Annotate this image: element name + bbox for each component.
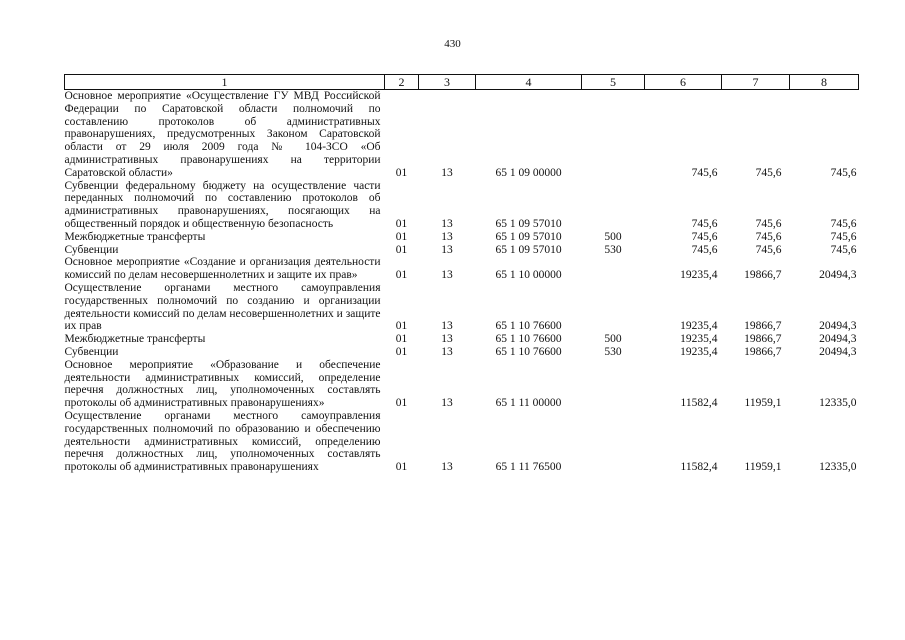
header-col-3: 3 xyxy=(419,75,476,90)
row-col-8-amount: 12335,0 xyxy=(819,461,857,474)
row-col-7-amount: 745,6 xyxy=(755,217,782,230)
row-col-3-subsection: 13 xyxy=(441,269,453,282)
row-col-7-amount: 11959,1 xyxy=(744,461,782,474)
row-col-8-amount: 745,6 xyxy=(830,243,857,256)
row-col-8-amount: 12335,0 xyxy=(819,397,857,410)
row-col-8-amount: 745,6 xyxy=(830,166,857,179)
row-col-5-expense-type: 530 xyxy=(604,345,622,358)
table-row xyxy=(65,359,859,410)
page-number: 430 xyxy=(444,38,461,50)
row-col-6-amount: 745,6 xyxy=(691,243,718,256)
row-col-3-subsection: 13 xyxy=(441,320,453,333)
row-col-4-target-article: 65 1 09 00000 xyxy=(495,166,562,179)
row-description: Субвенции федеральному бюджету на осуществление части переданных полномочий по составлению протоколов об административных правонарушениях, посягающих на общественный порядок и общественную безопасность xyxy=(64,179,381,230)
row-col-3-subsection: 13 xyxy=(441,461,453,474)
row-col-4-target-article: 65 1 10 76600 xyxy=(495,333,562,346)
row-col-6-amount: 745,6 xyxy=(691,230,718,243)
row-col-6-amount: 11582,4 xyxy=(680,397,718,410)
row-col-2-section: 01 xyxy=(395,397,408,410)
row-col-3-subsection: 13 xyxy=(441,243,453,256)
row-col-5-expense-type xyxy=(582,90,645,180)
row-description: Межбюджетные трансферты xyxy=(64,333,206,346)
row-col-7-amount: 19866,7 xyxy=(744,320,782,333)
header-row xyxy=(65,75,859,90)
table-row xyxy=(65,282,859,333)
table-header xyxy=(65,75,859,90)
row-col-6-amount: 19235,4 xyxy=(680,345,718,358)
row-col-6-amount: 19235,4 xyxy=(680,320,718,333)
row-col-3-subsection: 13 xyxy=(441,166,453,179)
row-col-3-subsection: 13 xyxy=(441,217,453,230)
row-col-8-amount: 20494,3 xyxy=(819,333,857,346)
row-col-2-section: 01 xyxy=(395,230,408,243)
row-col-2-section: 01 xyxy=(395,243,408,256)
row-col-7-amount: 19866,7 xyxy=(744,269,782,282)
row-col-3-subsection: 13 xyxy=(441,333,453,346)
budget-table xyxy=(64,74,859,474)
row-col-3-subsection: 13 xyxy=(441,397,453,410)
row-col-7-amount: 19866,7 xyxy=(744,333,782,346)
table-row xyxy=(65,410,859,474)
row-col-2-section: 01 xyxy=(395,333,408,346)
row-col-4-target-article: 65 1 09 57010 xyxy=(495,217,562,230)
row-col-4-target-article: 65 1 09 57010 xyxy=(495,230,562,243)
header-col-1: 1 xyxy=(65,75,385,90)
row-col-7-amount: 11959,1 xyxy=(744,397,782,410)
row-col-7-amount: 19866,7 xyxy=(744,345,782,358)
row-col-2-section: 01 xyxy=(395,166,408,179)
row-col-5-expense-type xyxy=(582,410,645,474)
row-col-2-section: 01 xyxy=(395,217,408,230)
row-description: Основное мероприятие «Образование и обеспечение деятельности административных комиссий, определение перечня должностных лиц, уполномоченных составлять протоколы об административных правонарушениях» xyxy=(64,358,381,410)
row-description: Субвенции xyxy=(64,345,119,358)
budget-table-wrapper xyxy=(64,74,858,474)
row-col-8-amount: 20494,3 xyxy=(819,320,857,333)
row-col-5-expense-type xyxy=(582,180,645,231)
row-col-3-subsection: 13 xyxy=(441,230,453,243)
row-col-4-target-article: 65 1 11 00000 xyxy=(495,397,562,410)
row-description: Осуществление органами местного самоуправления государственных полномочий по созданию и организации деятельности комиссий по делам несовершеннолетних и защите их прав xyxy=(64,281,381,333)
table-body xyxy=(65,90,859,474)
row-col-5-expense-type xyxy=(582,256,645,282)
row-col-7-amount: 745,6 xyxy=(755,243,782,256)
header-col-4: 4 xyxy=(476,75,582,90)
row-col-5-expense-type: 500 xyxy=(604,230,622,243)
row-col-8-amount: 20494,3 xyxy=(819,345,857,358)
row-col-8-amount: 745,6 xyxy=(830,230,857,243)
row-col-4-target-article: 65 1 10 76600 xyxy=(495,320,562,333)
table-row xyxy=(65,256,859,282)
header-col-5: 5 xyxy=(582,75,645,90)
row-col-8-amount: 745,6 xyxy=(830,217,857,230)
row-col-2-section: 01 xyxy=(395,461,408,474)
row-col-4-target-article: 65 1 11 76500 xyxy=(495,461,562,474)
row-col-6-amount: 745,6 xyxy=(691,217,718,230)
row-col-4-target-article: 65 1 10 76600 xyxy=(495,345,562,358)
row-col-5-expense-type xyxy=(582,359,645,410)
row-col-2-section: 01 xyxy=(395,269,408,282)
header-col-2: 2 xyxy=(385,75,419,90)
row-col-3-subsection: 13 xyxy=(441,345,453,358)
row-col-6-amount: 19235,4 xyxy=(680,269,718,282)
header-col-6: 6 xyxy=(645,75,722,90)
table-row xyxy=(65,180,859,231)
row-col-7-amount: 745,6 xyxy=(755,230,782,243)
table-row xyxy=(65,90,859,180)
row-description: Основное мероприятие «Создание и организация деятельности комиссий по делам несовершеннолетних и защите их прав» xyxy=(64,256,381,282)
row-col-5-expense-type: 500 xyxy=(604,333,622,346)
row-col-6-amount: 745,6 xyxy=(691,166,718,179)
row-col-4-target-article: 65 1 09 57010 xyxy=(495,243,562,256)
table-row xyxy=(65,244,859,257)
row-col-7-amount: 745,6 xyxy=(755,166,782,179)
row-col-5-expense-type: 530 xyxy=(604,243,622,256)
table-row xyxy=(65,333,859,346)
row-col-2-section: 01 xyxy=(395,345,408,358)
header-col-8: 8 xyxy=(790,75,859,90)
table-row xyxy=(65,231,859,244)
row-description: Осуществление органами местного самоуправления государственных полномочий по образованию и обеспечению деятельности административных комиссий, определению перечня должностных лиц, уполномоченных составлять протоколы об административных правонарушениях xyxy=(64,409,381,474)
row-description: Субвенции xyxy=(64,243,119,256)
row-col-4-target-article: 65 1 10 00000 xyxy=(495,269,562,282)
row-col-5-expense-type xyxy=(582,282,645,333)
row-description: Межбюджетные трансферты xyxy=(64,230,206,243)
row-description: Основное мероприятие «Осуществление ГУ МВД Российской Федерации по Саратовской области полномочий по составлению протоколов об административных правонарушениях, предусмотренных Законом Саратовской области от 29 июля 2009 года № 104-ЗСО «Об административных правонарушениях на территории Саратовской области» xyxy=(64,90,381,179)
row-col-6-amount: 19235,4 xyxy=(680,333,718,346)
row-col-2-section: 01 xyxy=(395,320,408,333)
row-col-8-amount: 20494,3 xyxy=(819,269,857,282)
row-col-6-amount: 11582,4 xyxy=(680,461,718,474)
table-row xyxy=(65,346,859,359)
header-col-7: 7 xyxy=(722,75,790,90)
